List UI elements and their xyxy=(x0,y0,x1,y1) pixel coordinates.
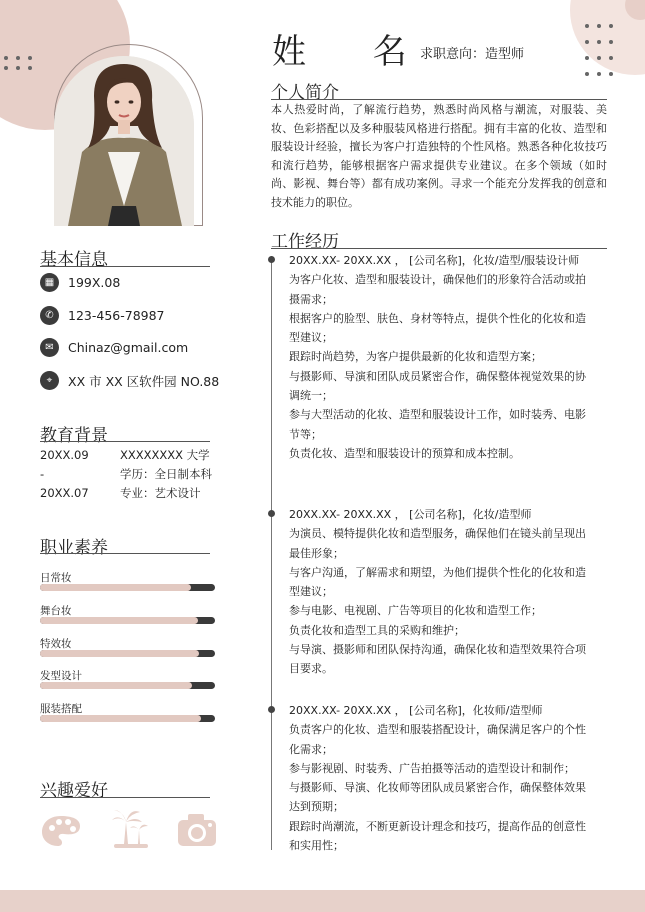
skill-label: 服装搭配 xyxy=(40,703,82,715)
footer-band xyxy=(0,890,645,912)
skill-bar xyxy=(40,584,215,591)
skill-label: 舞台妆 xyxy=(40,605,72,617)
edu-start: 20XX.09 xyxy=(40,448,89,462)
address: XX 市 XX 区软件园 NO.88 xyxy=(68,373,220,389)
job-entry-2 xyxy=(289,505,607,679)
summary-divider xyxy=(271,99,607,100)
basic-info-divider xyxy=(40,266,210,267)
basic-info-title: 基本信息 xyxy=(40,250,108,270)
job-duty-line: 与客户沟通，了解需求和期望，为他们提供个性化的化妆和造 xyxy=(289,565,586,579)
skill-label: 发型设计 xyxy=(40,670,82,682)
phone-row xyxy=(40,306,165,325)
job-duty-line: 型建议； xyxy=(289,585,333,599)
hobbies-title: 兴趣爱好 xyxy=(40,781,108,801)
skill-bar-fill xyxy=(40,650,199,657)
location-icon: ⌖ xyxy=(40,371,59,390)
skills-divider xyxy=(40,553,210,554)
email-row xyxy=(40,338,188,357)
job-duty-line: 为客户化妆、造型和服装设计，确保他们的形象符合活动或拍 xyxy=(289,273,586,287)
timeline-dot xyxy=(268,706,275,713)
skill-bar-fill xyxy=(40,682,192,689)
camera-icon xyxy=(176,806,216,850)
job-duty-line: 参与电影、电视剧、广告等项目的化妆和造型工作； xyxy=(289,604,542,618)
decor-dots-left xyxy=(4,56,32,70)
work-divider xyxy=(271,248,607,249)
job-duty-line: 负责化妆和造型工具的采购和维护； xyxy=(289,623,465,637)
job-duty-line: 最佳形象； xyxy=(289,546,344,560)
summary-title: 个人简介 xyxy=(271,83,339,103)
job-duty-line: 负责化妆、造型和服装设计的预算和成本控制。 xyxy=(289,446,520,460)
skill-label: 特效妆 xyxy=(40,638,72,650)
job-duty-line: 摄需求； xyxy=(289,292,333,306)
skill-bar-fill xyxy=(40,715,201,722)
skills-title: 职业素养 xyxy=(40,538,108,558)
edu-degree: 学历：全日制本科 xyxy=(120,467,212,481)
job-header: 20XX.XX- 20XX.XX ， [公司名称]，化妆/造型/服装设计师 xyxy=(289,254,580,267)
job-intent: 求职意向：造型师 xyxy=(420,47,525,62)
job-duty-line: 调统一； xyxy=(289,389,333,403)
skill-bar xyxy=(40,682,215,689)
birth-row xyxy=(40,273,120,292)
job-header: 20XX.XX- 20XX.XX ， [公司名称]，化妆师/造型师 xyxy=(289,704,543,717)
decor-dots-right xyxy=(585,24,613,76)
profile-photo xyxy=(54,56,194,226)
job-header: 20XX.XX- 20XX.XX ， [公司名称]，化妆/造型师 xyxy=(289,508,532,521)
job-duty-line: 与摄影师、导演和团队成员紧密合作，确保整体视觉效果的协 xyxy=(289,369,586,383)
email-address: Chinaz@gmail.com xyxy=(68,340,189,355)
job-duty-line: 根据客户的脸型、肤色、身材等特点，提供个性化的化妆和造 xyxy=(289,311,586,325)
job-duty-line: 化需求； xyxy=(289,742,333,756)
edu-end: 20XX.07 xyxy=(40,486,89,500)
job-duty-line: 参与大型活动的化妆、造型和服装设计工作，如时装秀、电影 xyxy=(289,408,586,422)
education-divider xyxy=(40,441,210,442)
job-duty-line: 为演员、模特提供化妆和造型服务，确保他们在镜头前呈现出 xyxy=(289,527,586,541)
job-duty-line: 与摄影师、导演、化妆师等团队成员紧密合作，确保整体效果 xyxy=(289,781,586,795)
skill-label: 日常妆 xyxy=(40,572,72,584)
job-entry-3 xyxy=(289,701,607,855)
edu-major: 专业：艺术设计 xyxy=(120,486,201,500)
hobbies-divider xyxy=(40,797,210,798)
work-title: 工作经历 xyxy=(271,232,339,252)
phone-icon: ✆ xyxy=(40,306,59,325)
palette-icon xyxy=(40,806,80,850)
job-duty-line: 型建议； xyxy=(289,331,333,345)
job-duty-line: 跟踪时尚潮流，不断更新设计理念和技巧，提高作品的创意性 xyxy=(289,819,586,833)
timeline-line xyxy=(271,256,272,850)
skill-bar-fill xyxy=(40,584,191,591)
edu-school: XXXXXXXX 大学 xyxy=(120,448,210,462)
timeline-dot xyxy=(268,510,275,517)
skill-bar xyxy=(40,715,215,722)
job-entry-1 xyxy=(289,251,607,463)
skill-bar-fill xyxy=(40,617,198,624)
address-row xyxy=(40,371,219,390)
palm-tree-icon xyxy=(110,806,150,850)
birth-date: 199X.08 xyxy=(68,275,121,290)
name-heading: 姓 名 xyxy=(272,32,435,72)
calendar-icon: ▦ xyxy=(40,273,59,292)
timeline-dot xyxy=(268,256,275,263)
job-duty-line: 负责客户的化妆、造型和服装搭配设计，确保满足客户的个性 xyxy=(289,723,586,737)
job-duty-line: 节等； xyxy=(289,427,322,441)
job-duty-line: 跟踪时尚趋势，为客户提供最新的化妆和造型方案； xyxy=(289,350,542,364)
skill-bar xyxy=(40,617,215,624)
education-details xyxy=(120,446,212,503)
phone-number: 123-456-78987 xyxy=(68,308,165,323)
job-duty-line: 与导演、摄影师和团队保持沟通，确保化妆和造型效果符合项 xyxy=(289,643,586,657)
job-duty-line: 达到预期； xyxy=(289,800,344,814)
edu-dash: - xyxy=(40,467,45,481)
summary-text: 本人热爱时尚，了解流行趋势，熟悉时尚风格与潮流，对服装、美妆、色彩搭配以及多种服装风格进行搭配。拥有丰富的化妆、造型和服装设计经验，擅长为客户打造独特的个性风格。熟悉各种化妆技巧和流行趋势，能够根据客户需求提供专业建议。在多个领域（如时尚、影视、舞台等）都有成功案例。寻求一个能充分发挥我的创意和技术能力的职位。 xyxy=(271,103,607,209)
job-duty-line: 和实用性； xyxy=(289,839,344,853)
education-title: 教育背景 xyxy=(40,426,108,446)
job-duty-line: 参与影视剧、时装秀、广告拍摄等活动的造型设计和制作； xyxy=(289,761,575,775)
mail-icon: ✉ xyxy=(40,338,59,357)
job-duty-line: 目要求。 xyxy=(289,662,333,676)
education-dates xyxy=(40,446,89,503)
skill-bar xyxy=(40,650,215,657)
